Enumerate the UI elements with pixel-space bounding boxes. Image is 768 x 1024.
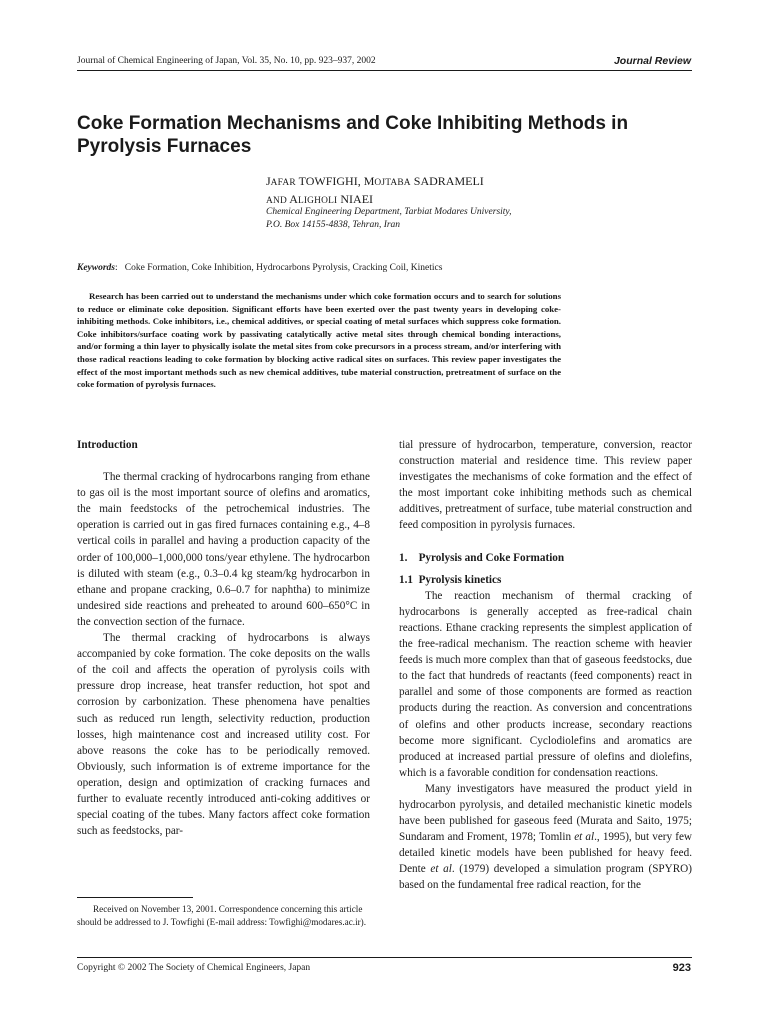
paragraph: tial pressure of hydrocarbon, temperature, conversion, reactor construction material and residence time. This review paper investigates the mechanisms of coke formation and the effect of the most important coke inhibiting methods such as chemical additives, pretreatment of surface, tube material construction and feed composition in pyrolysis furnaces.	[399, 439, 692, 532]
journal-citation: Journal of Chemical Engineering of Japan, Vol. 35, No. 10, pp. 923–937, 2002	[77, 56, 376, 66]
left-column	[77, 437, 370, 839]
paragraph: The reaction mechanism of thermal cracking of hydrocarbons is generally accepted as free-radical chain reactions. Ethane cracking represents the simplest application of the free-radical mechanism. The reaction scheme with heavier feeds is much more complex than that of gaseous feedstocks, due to the fact that hundreds of reactants (feed components) react in parallel and some of those components are formed as reaction products during the reaction. As conversion and concentrations of olefins and other products increase, secondary reactions become more significant. Cyclodiolefins and aromatics are produced at increased partial pressure of olefins and diolefins, which is a favorable condition for condensation reactions.	[399, 589, 692, 779]
title-line-1: Coke Formation Mechanisms and Coke Inhibiting Methods in	[77, 113, 629, 134]
abstract: Research has been carried out to understand the mechanisms under which coke formation occurs and to search for solutions to reduce or eliminate coke deposition. Significant efforts have been exerted over the past twenty years in developing coke-inhibiting methods. Coke inhibitors, i.e., chemical additives, or special coating of metal surfaces which suppress coke formation. Coke inhibitors/surface coating work by passivating catalytically active metal sites through chemical bonding interactions, and/or forming a thin layer to physically isolate the metal sites from coke precursors in a process stream, and/or interfering with those radical reactions leading to coke formation by blocking active radical sites on surfaces. This review paper investigates the effect of the most important methods such as new chemical additives, tube material construction, pretreatment of surface on the coke formation of pyrolysis furnaces.	[77, 291, 561, 390]
right-column	[399, 437, 692, 894]
section-heading: 1. Pyrolysis and Coke Formation	[399, 551, 565, 564]
paragraph: Many investigators have measured the product yield in hydrocarbon pyrolysis, and detailed mechanistic kinetic models have been published for gaseous feed (Murata and Saito, 1975; Sundaram and Froment, 1978; Tomlin et al., 1995), but very few detailed kinetic models have been published for heavy feed. Dente et al. (1979) developed a simulation program (SPYRO) based on the fundamental free radical reaction, for the	[399, 782, 692, 892]
paragraph: The thermal cracking of hydrocarbons is always accompanied by coke formation. The coke deposits on the walls of the coil and affects the operation of pyrolysis coils with pressure drop increase, heat transfer reduction, hot spot and corrosion by carbonization. These phenomena have penalties such as reduced run length, selectivity reduction, production losses, high maintenance cost and increased utility cost. For above reasons the coke has to be periodically removed. Obviously, such information is of extreme importance for the operation, design and optimization of cracking furnaces and further to evaluate recently introduced anti-coking additives or special coating of the tubes. Many factors affect coke formation such as feedstocks, par-	[77, 632, 370, 838]
paragraph: The thermal cracking of hydrocarbons ranging from ethane to gas oil is the most important source of olefins and aromatics, the main feedstocks of the petrochemical industries. The operation is carried out in gas fired furnaces containing e.g., 4–8 vertical coils in parallel and having a production capacity of the order of 100,000–1,000,000 tons/year ethylene. The hydrocarbon is diluted with steam (e.g., 0.3–0.4 kg steam/kg hydrocarbon in ethane and propane cracking, 0.6–0.7 for naphtha) to minimize undesired side reactions and preheated to around 600–650°C in the convection section of the furnace.	[77, 471, 370, 628]
author-list	[266, 173, 696, 209]
footer-divider	[77, 957, 692, 958]
authors-line-1: JAFAR TOWFIGHI, MOJTABA SADRAMELI	[266, 174, 484, 188]
footnote: Received on November 13, 2001. Correspondence concerning this article should be addressed to J. Towfighi (E-mail address: Towfighi@modares.ac.ir).	[77, 904, 367, 927]
keywords: Keywords: Coke Formation, Coke Inhibition, Hydrocarbons Pyrolysis, Cracking Coil, Kinetics	[77, 263, 443, 273]
copyright: Copyright © 2002 The Society of Chemical Engineers, Japan	[77, 963, 311, 973]
authors-line-2: AND ALIGHOLI NIAEI	[266, 192, 374, 206]
keywords-text: Coke Formation, Coke Inhibition, Hydrocarbons Pyrolysis, Cracking Coil, Kinetics	[124, 263, 443, 273]
header-divider	[77, 70, 692, 71]
title-line-2: Pyrolysis Furnaces	[77, 136, 252, 157]
footnote-divider	[77, 897, 193, 898]
affiliation: Chemical Engineering Department, Tarbiat Modares University, P.O. Box 14155-4838, Tehran, Iran	[266, 207, 512, 230]
keywords-label: Keywords	[77, 263, 115, 273]
page-number: 923	[672, 962, 691, 974]
paper-title	[77, 112, 697, 158]
subsection-heading: 1.1 Pyrolysis kinetics	[399, 573, 502, 586]
introduction-heading: Introduction	[77, 439, 138, 451]
section-label: Journal Review	[613, 55, 691, 67]
